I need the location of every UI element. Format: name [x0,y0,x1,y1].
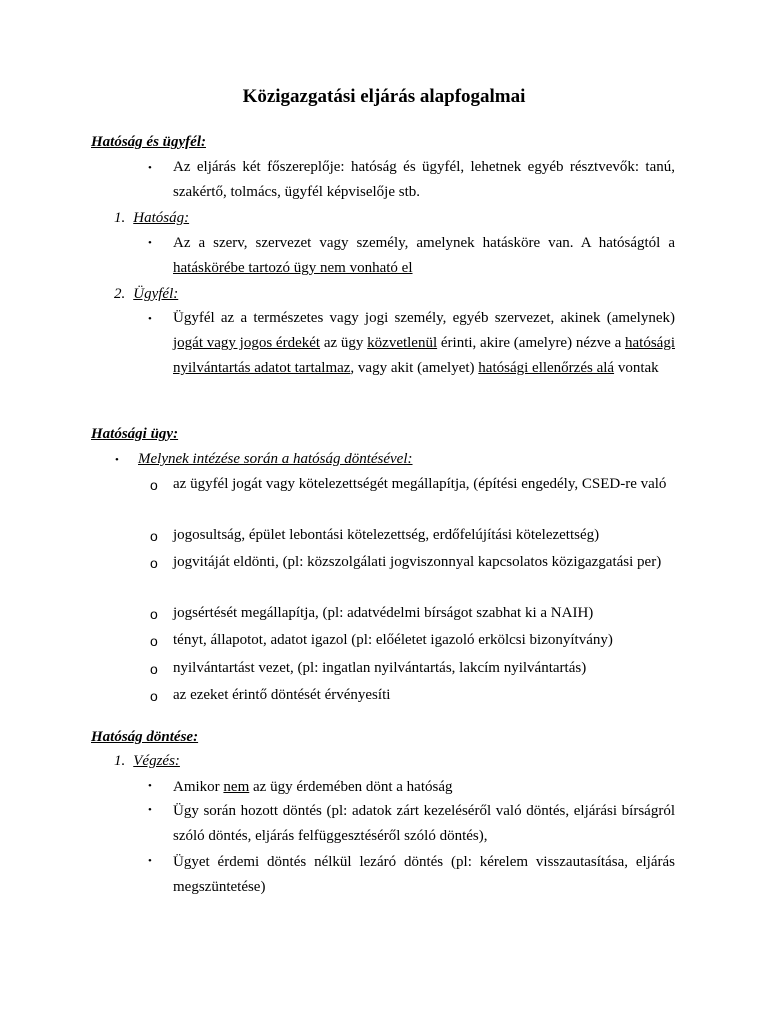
text: Amikor [173,779,224,795]
document-title: Közigazgatási eljárás alapfogalmai [242,86,526,107]
hatosagi-ugy-item: nyilvántartást vezet, (pl: ingatlan nyilvántartás, lakcím nyilvántartás) [173,660,587,676]
underlined-text: hatáskörébe tartozó ügy nem vonható el [173,260,413,276]
text: , vagy akit (amelyet) [350,360,479,376]
bullet-icon: • [148,804,152,816]
circle-bullet-icon: o [150,688,158,704]
text: vontak [614,360,659,376]
underlined-text: közvetlenül [367,335,438,351]
hatosagi-ugy-item: jogvitáját eldönti, (pl: közszolgálati jogviszonnyal kapcsolatos közigazgatási per) [173,554,662,570]
hatosagi-ugy-lead: Melynek intézése során a hatóság döntésével: [138,451,413,467]
bullet-icon: • [148,313,152,325]
circle-bullet-icon: o [150,477,158,493]
text: az ügy érdemében dönt a hatóság [249,779,453,795]
hatosagi-ugy-item: az ügyfél jogát vagy kötelezettségét megállapítja, (építési engedély, CSED-re való [173,476,667,492]
vegzes-bullet: Ügy során hozott döntés (pl: adatok zárt kezeléséről való döntés, eljárási bírságról szóló döntés, eljárás felfüggesztéséről szóló döntés), [173,803,675,844]
numbered-item-vegzes [114,753,180,770]
bullet-icon: • [148,855,152,867]
section-heading-hatosag-es-ugyfel: Hatóság és ügyfél: [91,134,206,150]
vegzes-bullet [173,775,675,800]
item-number: 2. [114,286,126,302]
hatosagi-ugy-item: jogsértését megállapítja, (pl: adatvédelmi bírságot szabhat ki a NAIH) [173,605,594,621]
section-heading-hatosagi-ugy: Hatósági ügy: [91,426,179,442]
bullet-icon: • [148,780,152,792]
text: az ügy [320,335,368,351]
text: Az a szerv, szervezet vagy személy, amelynek hatásköre van. A hatóságtól a [173,235,675,251]
vegzes-bullet: Ügyet érdemi döntés nélkül lezáró döntés (pl: kérelem visszautasítása, eljárás megszüntetése) [173,854,675,895]
underlined-text: hatósági ellenőrzés alá [478,360,615,376]
section-heading-hatosag-dontese: Hatóság döntése: [91,729,199,745]
hatosagi-ugy-item: az ezeket érintő döntését érvényesíti [173,687,391,703]
bullet-icon: • [148,162,152,174]
underlined-text: hatósági nyilvántartás adatot tartalmaz [173,335,675,376]
hatosag-definition [173,231,675,281]
hatosagi-ugy-item: jogosultság, épület lebontási kötelezettség, erdőfelújítási kötelezettség) [173,527,600,543]
underlined-text: nem [223,779,250,795]
circle-bullet-icon: o [150,606,158,622]
numbered-item-ugyfel [114,286,178,303]
item-number: 1. [114,753,126,769]
item-label: Ügyfél: [133,286,179,302]
ugyfel-definition [173,306,675,381]
item-number: 1. [114,210,126,226]
circle-bullet-icon: o [150,555,158,571]
hatosagi-ugy-item: tényt, állapotot, adatot igazol (pl: előéletet igazoló erkölcsi bizonyítvány) [173,632,613,648]
numbered-item-hatosag [114,210,189,227]
underlined-text: jogát vagy jogos érdekét [173,335,321,351]
intro-paragraph: Az eljárás két főszereplője: hatóság és ügyfél, lehetnek egyéb résztvevők: tanú, szakértő, tolmács, ügyfél képviselője stb. [173,159,675,200]
bullet-icon: • [115,454,119,466]
text: érinti, akire (amelyre) nézve a [437,335,625,351]
item-label: Végzés: [133,753,180,769]
circle-bullet-icon: o [150,528,158,544]
text: Ügyfél az a természetes vagy jogi személy, egyéb szervezet, akinek (amelynek) [173,310,675,326]
bullet-icon: • [148,237,152,249]
circle-bullet-icon: o [150,633,158,649]
circle-bullet-icon: o [150,661,158,677]
item-label: Hatóság: [133,210,190,226]
